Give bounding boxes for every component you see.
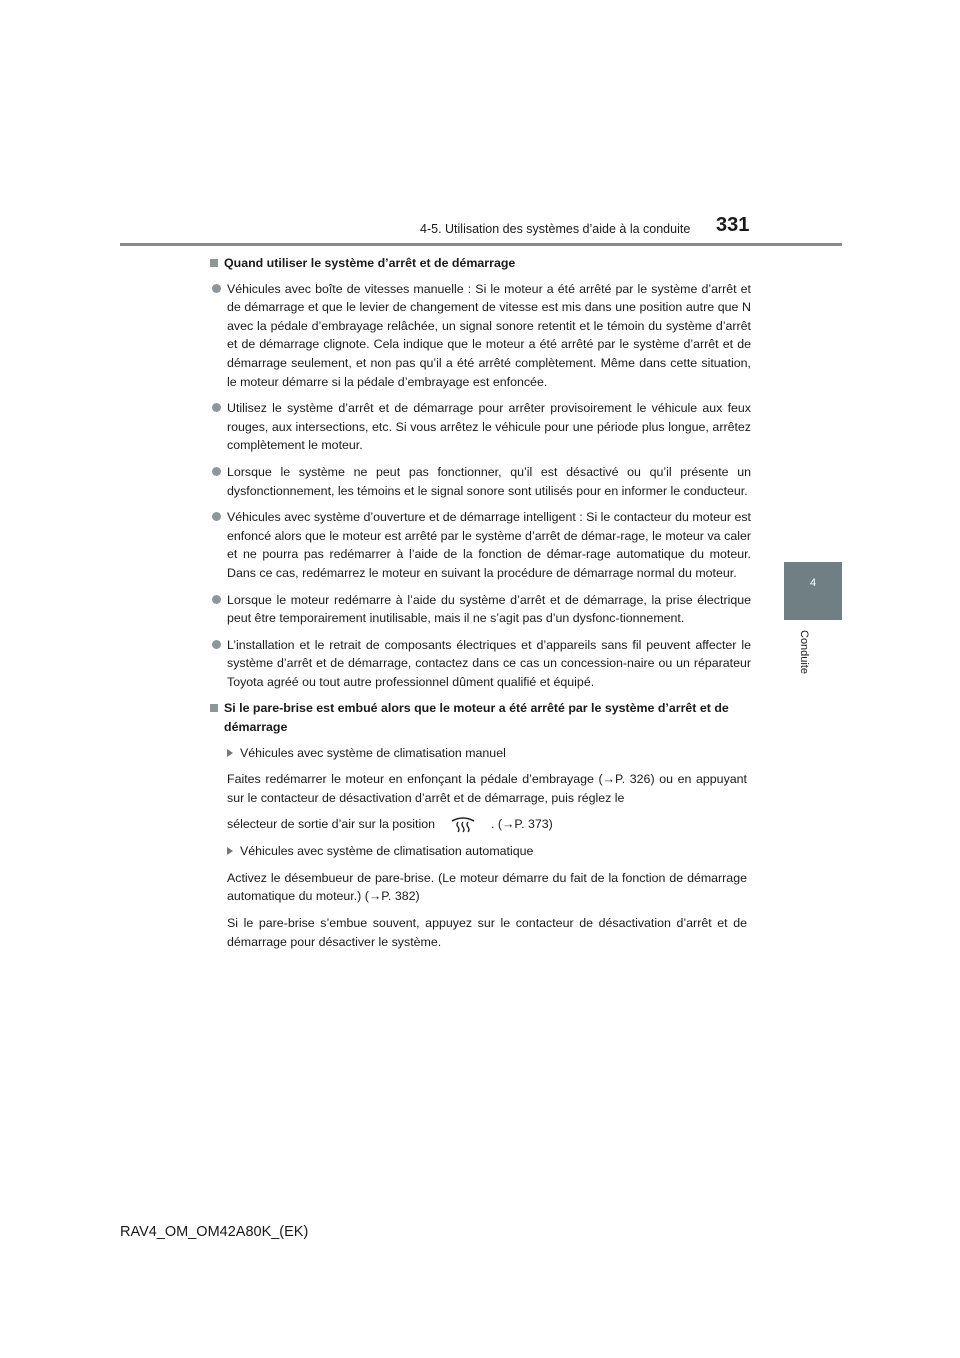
manual-ac-selector-line [210, 815, 747, 834]
chapter-label-container [790, 630, 830, 690]
list-item-text: Lorsque le moteur redémarre à l’aide du système d’arrêt et de démarrage, la prise électrique peut être temporairement inutilisable, mais il ne s’agit pas d’un dysfonc-tionnement. [227, 592, 751, 626]
subheading-text: Véhicules avec système de climatisation manuel [240, 745, 506, 760]
list-item [210, 636, 751, 692]
auto-ac-note [210, 914, 747, 951]
paragraph-text: Si le pare-brise s’embue souvent, appuyez sur le contacteur de désactivation d’arrêt et de démarrage pour désactiver le système. [227, 915, 747, 949]
round-bullet-icon [212, 284, 221, 293]
chapter-number: 4 [809, 577, 817, 589]
list-item [210, 280, 751, 392]
round-bullet-icon [212, 640, 221, 649]
section-heading-text: Quand utiliser le système d’arrêt et de démarrage [224, 256, 516, 270]
subheading-auto-ac [210, 842, 751, 861]
round-bullet-icon [212, 595, 221, 604]
triangle-arrow-icon [227, 749, 233, 757]
triangle-arrow-icon [227, 847, 233, 855]
list-item-text: L’installation et le retrait de composants électriques et d’appareils sans fil peuvent affecter le système d’arrêt et de démarrage, contactez dans ce cas un concession-naire ou un réparateur Toyota agréé ou tout autre professionnel dûment qualifié et équipé. [227, 637, 751, 689]
round-bullet-icon [212, 512, 221, 521]
paragraph-text: . (→P. 373) [491, 817, 553, 832]
page-number: 331 [716, 214, 750, 236]
square-bullet-icon [210, 259, 218, 267]
list-item [210, 591, 751, 628]
list-item [210, 399, 751, 455]
windshield-defroster-icon [449, 816, 477, 834]
subheading-manual-ac [210, 744, 751, 763]
paragraph-text: Faites redémarrer le moteur en enfonçant la pédale d’embrayage (→P. 326) ou en appuyant sur le contacteur de désactivation d’arrêt et de démarrage, puis réglez le [227, 772, 747, 805]
section-heading-fogged-windshield [210, 699, 751, 736]
paragraph-text: sélecteur de sortie d’air sur la position [227, 817, 435, 832]
header-divider [120, 243, 842, 246]
round-bullet-icon [212, 467, 221, 476]
chapter-label: Conduite [798, 630, 810, 675]
list-item [210, 463, 751, 500]
auto-ac-instructions [210, 869, 747, 906]
document-code: RAV4_OM_OM42A80K_(EK) [120, 1224, 309, 1240]
round-bullet-icon [212, 403, 221, 412]
subheading-text: Véhicules avec système de climatisation automatique [240, 844, 534, 859]
square-bullet-icon [210, 704, 218, 712]
list-item-text: Utilisez le système d’arrêt et de démarrage pour arrêter provisoirement le véhicule aux feux rouges, aux intersections, etc. Si vous arrêtez le véhicule pour une période plus longue, arrêtez complètement le moteur. [227, 401, 751, 453]
page-content [210, 254, 751, 959]
manual-ac-instructions [210, 770, 747, 807]
list-item-text: Lorsque le système ne peut pas fonctionner, qu’il est désactivé ou qu’il présente un dysfonctionnement, les témoins et le signal sonore sont utilisés pour en informer le conducteur. [227, 464, 751, 498]
list-item-text: Véhicules avec boîte de vitesses manuelle : Si le moteur a été arrêté par le système d’arrêt et de démarrage et que le levier de changement de vitesse est mis dans une position autre que N avec la pédale d’embrayage relâchée, un signal sonore retentit et le témoin du système d’arrêt et de démarrage clignote. Cela indique que le moteur a été arrêté par le système d’arrêt et de démarrage seulement, et non pas qu’il a été arrêté complètement. Même dans cette situation, le moteur démarre si la pédale d’embrayage est enfoncée. [227, 281, 751, 389]
section-heading-text: Si le pare-brise est embué alors que le moteur a été arrêté par le système d’arrêt et de démarrage [224, 701, 729, 735]
chapter-tab [784, 562, 842, 620]
list-item-text: Véhicules avec système d’ouverture et de démarrage intelligent : Si le contacteur du moteur est enfoncé alors que le moteur est arrêté par le système d’arrêt de démar-rage, le moteur va caler et ne pourra pas redémarrer à l’aide de la fonction de démar-rage automatique du moteur. Dans ce cas, redémarrez le moteur en suivant la procédure de démarrage normal du moteur. [227, 510, 751, 580]
paragraph-text: Activez le désembueur de pare-brise. (Le moteur démarre du fait de la fonction de démarrage automatique du moteur.) (→P. 382) [227, 870, 747, 904]
section-heading-usage [210, 254, 751, 273]
list-item [210, 508, 751, 582]
header-section-title: 4-5. Utilisation des systèmes d’aide à la conduite [420, 222, 691, 236]
